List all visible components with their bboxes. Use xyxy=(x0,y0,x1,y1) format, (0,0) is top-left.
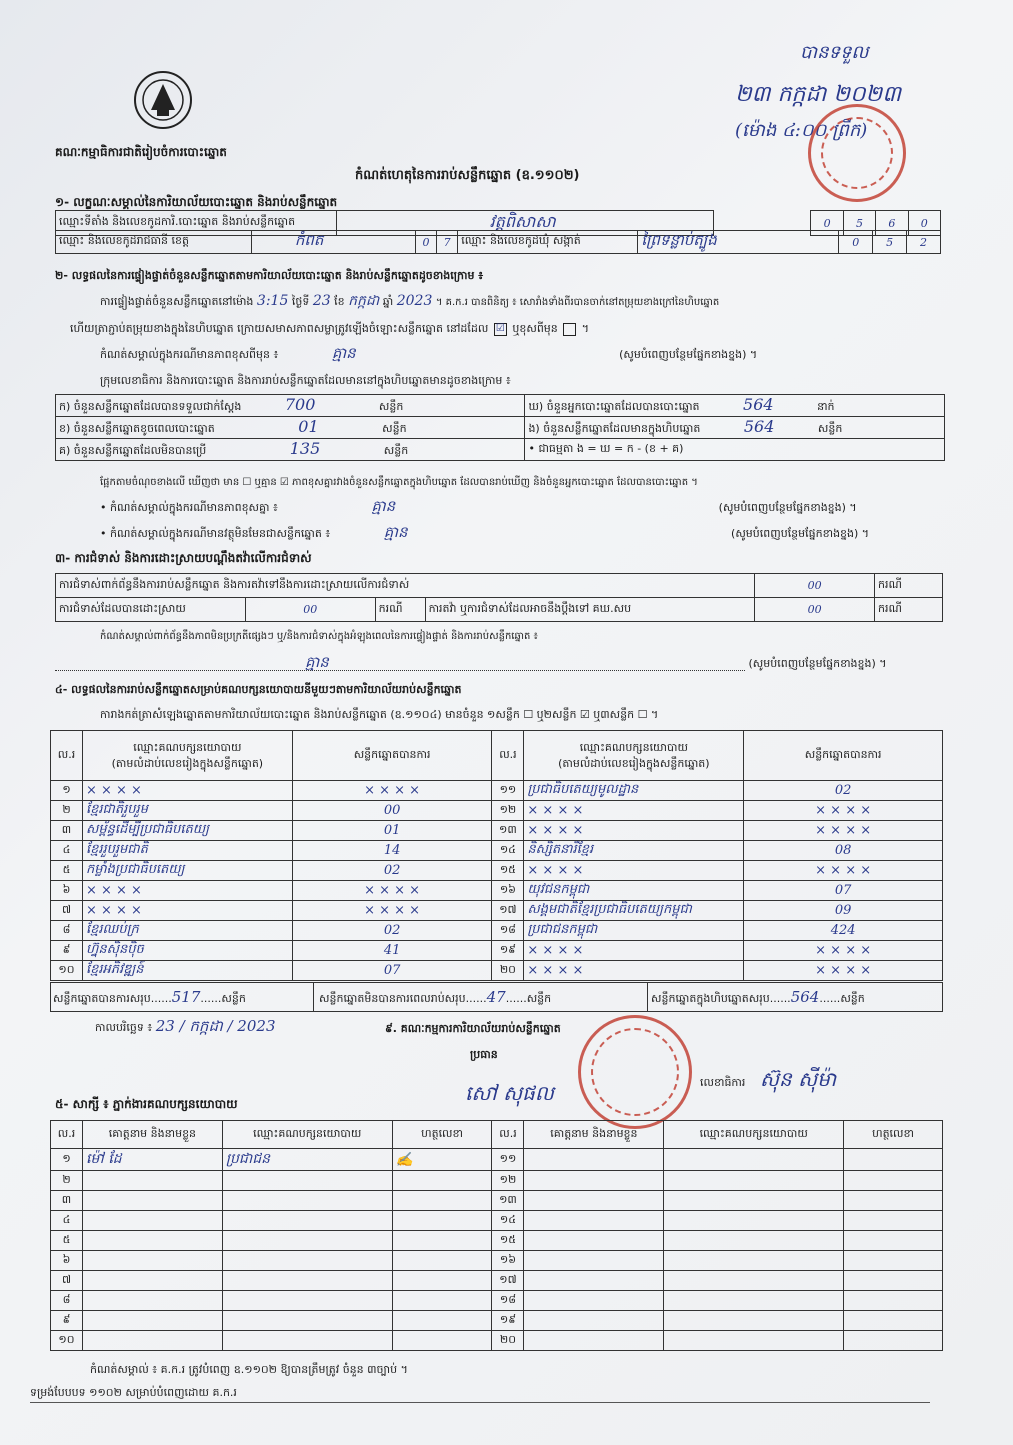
s1-row2-mid-code-2: 5 xyxy=(873,231,907,254)
s2-bullet2-value: គ្មាន xyxy=(383,523,408,541)
vote-row-no: ៩ xyxy=(51,941,83,961)
s4-date: កាលបរិច្ឆេទ ៖ 23 / កក្កដា / 2023 xyxy=(95,1017,276,1035)
witness-row-name xyxy=(524,1291,664,1311)
s2-bullet1-value: គ្មាន xyxy=(371,497,396,515)
witness-row-no: ១៨ xyxy=(492,1291,524,1311)
witness-row-no: ៤ xyxy=(51,1211,83,1231)
s2-year-value: 2023 xyxy=(396,293,433,309)
witness-row-party xyxy=(664,1271,844,1291)
vote-row-votes: × × × × xyxy=(744,861,943,881)
witness-row-name xyxy=(524,1191,664,1211)
witness-row xyxy=(51,1291,943,1311)
witness-row-sign xyxy=(392,1311,492,1331)
s2-same-checkbox[interactable]: ☑ xyxy=(494,323,507,336)
s4-date-value: 23 / កក្កដា / 2023 xyxy=(155,1017,276,1035)
witness-row-name xyxy=(82,1331,222,1351)
nec-logo xyxy=(133,70,193,132)
witness-row-no: ១១ xyxy=(492,1149,524,1171)
witness-row-party xyxy=(664,1191,844,1211)
s2-changed-checkbox[interactable] xyxy=(563,323,576,336)
vote-row-no: ៨ xyxy=(51,921,83,941)
witness-row-no: ៥ xyxy=(51,1231,83,1251)
total-valid-value: 517 xyxy=(171,988,201,1006)
vote-row-votes: 41 xyxy=(292,941,492,961)
s2-note-value: គ្មាន xyxy=(331,344,356,362)
witness-row-party xyxy=(222,1271,392,1291)
vote-row-votes: × × × × xyxy=(744,961,943,981)
witness-row-no: ១០ xyxy=(51,1331,83,1351)
witness-row xyxy=(51,1211,943,1231)
witness-row-party xyxy=(664,1331,844,1351)
s3-row1-label: ការជំទាស់ពាក់ព័ន្ធនឹងការរាប់សន្លឹកឆ្នោត និងការតវ៉ាទៅនឹងការដោះស្រាយលើការជំទាស់ xyxy=(56,574,755,598)
received-note-line1: បានទទួល xyxy=(800,42,869,63)
section4-title: ៤- លទ្ធផលនៃការរាប់សន្លឹកឆ្នោតសម្រាប់គណបក្សនយោបាយនីមួយៗតាមការិយាល័យរាប់សន្លឹកឆ្នោត xyxy=(55,683,462,696)
s2-bullet2: • កំណត់សម្គាល់ក្នុងករណីមានវត្ថុមិនមែនជាសន្លឹកឆ្នោត ៖ គ្មាន (សូមបំពេញបន្ថែមផ្នែកខាងខ្នង) ។ xyxy=(100,523,870,541)
witness-row-name xyxy=(524,1231,664,1251)
witness-row-name xyxy=(82,1171,222,1191)
vote-row-party: × × × × xyxy=(82,901,292,921)
vote-row-no: ២០ xyxy=(492,961,524,981)
vote-row-no: ១០ xyxy=(51,961,83,981)
vote-row-party: × × × × xyxy=(82,881,292,901)
vote-row-votes: 02 xyxy=(292,921,492,941)
s3-row2-mid-value: 00 xyxy=(755,598,875,622)
witness-row-party xyxy=(664,1311,844,1331)
vote-row-party: សម្ព័ន្ធដើម្បីប្រជាធិបតេយ្យ xyxy=(82,821,292,841)
received-note-line3: (ម៉ោង ៤:០០ ព្រឹក) xyxy=(735,120,868,141)
s1-row2-code-1: 0 xyxy=(415,231,436,254)
vote-row-no: ៤ xyxy=(51,841,83,861)
witness-row-name xyxy=(82,1311,222,1331)
vote-row-party: ប្រជាធិបតេយ្យមូលដ្ឋាន xyxy=(524,781,744,801)
witness-row-name xyxy=(82,1291,222,1311)
s1-row1-value: វត្តពិសាសា xyxy=(336,211,714,236)
witness-row xyxy=(51,1231,943,1251)
witness-row-sign xyxy=(392,1331,492,1351)
s1-row1-label: ឈ្មោះទីតាំង និងលេខកូដការិ.បោះឆ្នោត និងរាប់សន្លឹកឆ្នោត xyxy=(56,211,337,236)
vote-row-party: និស្សិតនារីខ្មែរ xyxy=(524,841,744,861)
s2-day-value: 23 xyxy=(312,293,331,309)
witness-row xyxy=(51,1191,943,1211)
witness-row-no: ៧ xyxy=(51,1271,83,1291)
vote-row-votes: 02 xyxy=(292,861,492,881)
section2-title: ២- លទ្ធផលនៃការផ្ទៀងផ្ទាត់ចំនួនសន្លឹកឆ្នោតតាមការិយាល័យបោះឆ្នោត និងរាប់សន្លឹកឆ្នោតដូចខាងក្រោម ៖ xyxy=(55,269,484,282)
vote-row-no: ១១ xyxy=(492,781,524,801)
votes-col-no-right: ល.រ xyxy=(492,731,524,781)
witness-row-name xyxy=(82,1211,222,1231)
w-col-no-right: ល.រ xyxy=(492,1121,524,1149)
vote-row-no: ៧ xyxy=(51,901,83,921)
section5-title: ៥- សាក្សី ៖ ភ្នាក់ងារគណបក្សនយោបាយ xyxy=(55,1097,238,1111)
w-col-name-right: គោត្តនាម និងនាមខ្លួន xyxy=(524,1121,664,1149)
witness-row-sign xyxy=(392,1291,492,1311)
witness-row-sign xyxy=(844,1171,943,1191)
vote-row-votes: 01 xyxy=(292,821,492,841)
vote-row-party: ហ្វ៊ុនស៊ិនប៉ិច xyxy=(82,941,292,961)
vote-row-party: យុវជនកម្ពុជា xyxy=(524,881,744,901)
witness-row-name xyxy=(82,1251,222,1271)
witness-row-party xyxy=(222,1291,392,1311)
witness-row-name xyxy=(524,1149,664,1171)
vote-row-party: ខ្មែររួបរួមជាតិ xyxy=(82,841,292,861)
witness-row-sign xyxy=(392,1171,492,1191)
votes-col-party-right: ឈ្មោះគណបក្សនយោបាយ (តាមលំដាប់លេខរៀងក្នុងសន្លឹកឆ្នោត) xyxy=(524,731,744,781)
s2-note: កំណត់សម្គាល់ក្នុងករណីមានភាពខុសពីមុន ៖ គ្មាន (សូមបំពេញបន្ថែមផ្នែកខាងខ្នង) ។ xyxy=(100,344,758,362)
s1-row2-mid-label: ឈ្មោះ និងលេខកូដឃុំ សង្កាត់ xyxy=(458,231,638,254)
s2-grid-row2-left: ខ) ចំនួនសន្លឹកឆ្នោតខូចពេលបោះឆ្នោត 01 សន្លឹក xyxy=(56,417,525,439)
vote-row-votes: × × × × xyxy=(744,821,943,841)
vote-row-votes: × × × × xyxy=(292,901,492,921)
witness-row-party xyxy=(664,1251,844,1271)
votes-totals-row: សន្លឹកឆ្នោតបានការសរុប......517......សន្លឹក សន្លឹកឆ្នោតមិនបានការពេលរាប់សរុប......47......សន្លឹក សន្លឹកឆ្នោតក្នុងហិបឆ្នោតសរុប......564......សន្លឹក xyxy=(50,982,943,1012)
witness-table xyxy=(50,1120,943,1351)
vote-row-party: សង្គមជាតិខ្មែរប្រជាធិបតេយ្យកម្ពុជា xyxy=(524,901,744,921)
s2-line1: ការផ្ទៀងផ្ទាត់ចំនួនសន្លឹកឆ្នោតនៅម៉ោង 3:15 ថ្ងៃទី 23 ខែ កក្កដា ឆ្នាំ 2023 ។ គ.ក.រ បានពិនិត្យ ៖ សោរាំងទាំងពីរបាន​ចាក់នៅតម្រុយខាងក្រៅនៃហិបឆ្នោត xyxy=(100,293,720,309)
witness-row xyxy=(51,1171,943,1191)
witness-row-party xyxy=(222,1211,392,1231)
s2-grid-row3-right: • ជាធម្មតា ង = ឃ = ក - (ខ + គ) xyxy=(525,439,945,461)
w-col-no-left: ល.រ xyxy=(51,1121,83,1149)
witness-row-no: ១៥ xyxy=(492,1231,524,1251)
witness-row-sign: ✍ xyxy=(392,1149,492,1171)
bottom-divider xyxy=(30,1402,930,1403)
s3-note: កំណត់សម្គាល់ពាក់ព័ន្ធនឹងភាពមិនប្រក្រតីផ្សេងៗ ឬ/និងការជំទាស់ក្នុងអំឡុងពេលនៃការផ្ទៀងផ្ទាត់ និងការរាប់សន្លឹកឆ្នោត ៖ xyxy=(100,631,538,642)
witness-row-no: ១៧ xyxy=(492,1271,524,1291)
s1-row2-mid-code-3: 2 xyxy=(907,231,941,254)
witness-row-party xyxy=(222,1191,392,1211)
vote-row-party: × × × × xyxy=(524,801,744,821)
witness-row-sign xyxy=(844,1331,943,1351)
witness-row-no: ២០ xyxy=(492,1331,524,1351)
total-box-value: 564 xyxy=(790,988,820,1006)
vote-row-no: ១២ xyxy=(492,801,524,821)
vote-row-party: × × × × xyxy=(524,821,744,841)
s1-row2-code-2: 7 xyxy=(437,231,458,254)
vote-row-no: ១៦ xyxy=(492,881,524,901)
witness-row-no: ១២ xyxy=(492,1171,524,1191)
witness-row-sign xyxy=(844,1291,943,1311)
vote-row-party: × × × × xyxy=(82,781,292,801)
witness-row-name xyxy=(524,1331,664,1351)
votes-col-no-left: ល.រ xyxy=(51,731,83,781)
w-col-party-left: ឈ្មោះគណបក្សនយោបាយ xyxy=(222,1121,392,1149)
witness-row-party: ប្រជាជន xyxy=(222,1149,392,1171)
witness-row-sign xyxy=(844,1191,943,1211)
witness-row-name xyxy=(524,1311,664,1331)
official-stamp-top xyxy=(808,104,906,202)
s1-row2-mid-code-1: 0 xyxy=(839,231,873,254)
witness-row-name xyxy=(82,1191,222,1211)
witness-row-sign xyxy=(844,1271,943,1291)
vote-row-no: ១ xyxy=(51,781,83,801)
section3-title: ៣- ការជំទាស់ និងការដោះស្រាយបណ្តឹងតវ៉ាលើការជំទាស់ xyxy=(55,551,312,565)
witness-row xyxy=(51,1251,943,1271)
s1-row2-value: កំពត xyxy=(251,231,415,254)
witness-row xyxy=(51,1311,943,1331)
votes-table xyxy=(50,730,943,981)
s5-footnote: កំណត់សម្គាល់ ៖ គ.ក.រ ត្រូវបំពេញ ឧ.១១០២ ឱ្យបានត្រឹមត្រូវ ចំនួន ៣ច្បាប់ ។ xyxy=(90,1363,408,1376)
vote-row xyxy=(51,841,943,861)
s2-compare-line: ផ្អែកតាមចំណុចខាងលើ ឃើញថា មាន ☐ ឬគ្មាន ☑ ភាពខុសគ្នារវាងចំនួនសន្លឹកឆ្នោតក្នុងហិបឆ្នោត ដែលបានរាប់ឃើញ និងចំនួនអ្នកបោះឆ្នោត ដែលបានបោះឆ្នោត ។ xyxy=(100,477,698,488)
s2-grid-row1-left: ក) ចំនួនសន្លឹកឆ្នោតដែលបានទទួលជាក់ស្តែង 700 សន្លឹក xyxy=(56,395,525,417)
vote-row-votes: 14 xyxy=(292,841,492,861)
vote-row xyxy=(51,861,943,881)
s2-grid-row3-left: គ) ចំនួនសន្លឹកឆ្នោតដែលមិនបានប្រើ 135 សន្លឹក xyxy=(56,439,525,461)
votes-col-votes-left: សន្លឹកឆ្នោតបានការ xyxy=(292,731,492,781)
s1-row1-code-2: 5 xyxy=(843,211,875,236)
witness-row-no: ១៩ xyxy=(492,1311,524,1331)
s3-grid xyxy=(55,573,943,622)
witness-row-no: ១៦ xyxy=(492,1251,524,1271)
vote-row-no: ១៣ xyxy=(492,821,524,841)
vote-row xyxy=(51,921,943,941)
vote-row-party: × × × × xyxy=(524,861,744,881)
vote-row-party: × × × × xyxy=(524,941,744,961)
vote-row-party: × × × × xyxy=(524,961,744,981)
form-title: កំណត់ហេតុនៃការរាប់សន្លឹកឆ្នោត (ឧ.១១០២) xyxy=(355,168,580,183)
witness-row-party xyxy=(664,1149,844,1171)
w-col-party-right: ឈ្មោះគណបក្សនយោបាយ xyxy=(664,1121,844,1149)
witness-row-party xyxy=(664,1171,844,1191)
s3-row2-mid-unit: ករណី xyxy=(875,598,943,622)
secretary-label: លេខាធិការ xyxy=(700,1076,746,1089)
witness-row-sign xyxy=(844,1251,943,1271)
s4-committee-label: ៩. គណៈកម្មការការិយាល័យរាប់សន្លឹកឆ្នោត xyxy=(385,1022,561,1035)
s2-grid-row2-right: ង) ចំនួនសន្លឹកឆ្នោតដែលមានក្នុងហិបឆ្នោត 564 សន្លឹក xyxy=(525,417,945,439)
witness-row-sign xyxy=(392,1251,492,1271)
vote-row-votes: × × × × xyxy=(292,781,492,801)
s3-row1-value: 00 xyxy=(755,574,875,598)
vote-row-votes: 424 xyxy=(744,921,943,941)
witness-row-sign xyxy=(844,1311,943,1331)
vote-row xyxy=(51,781,943,801)
vote-row-no: ១៩ xyxy=(492,941,524,961)
witness-row-party xyxy=(222,1231,392,1251)
vote-row-no: ១៨ xyxy=(492,921,524,941)
secretary-signature: ស៊ុន ស៊ីម៉ា xyxy=(760,1067,837,1091)
vote-row xyxy=(51,961,943,981)
witness-row-name xyxy=(82,1271,222,1291)
s5-bottom-note: ទម្រង់បែបបទ ១១០២ សម្រាប់បំពេញដោយ គ.ក.រ xyxy=(30,1386,237,1399)
witness-row-sign xyxy=(844,1149,943,1171)
org-name: គណៈកម្មាធិការជាតិរៀបចំការបោះឆ្នោត xyxy=(55,145,227,159)
witness-row-sign xyxy=(392,1211,492,1231)
s1-row1-code-3: 6 xyxy=(876,211,908,236)
vote-row-no: ៦ xyxy=(51,881,83,901)
s2-bullet1: • កំណត់សម្គាល់ក្នុងករណីមានភាពខុសគ្នា ៖ គ្មាន (សូមបំពេញបន្ថែមផ្នែកខាងខ្នង) ។ xyxy=(100,497,857,515)
witness-row-no: ៩ xyxy=(51,1311,83,1331)
vote-row-votes: 07 xyxy=(292,961,492,981)
witness-row-name xyxy=(82,1231,222,1251)
witness-row-sign xyxy=(844,1211,943,1231)
witness-row-name xyxy=(524,1251,664,1271)
vote-row-votes: 07 xyxy=(744,881,943,901)
witness-row-no: ១ xyxy=(51,1149,83,1171)
w-col-sign-right: ហត្ថលេខា xyxy=(844,1121,943,1149)
vote-row xyxy=(51,801,943,821)
vote-row-votes: 02 xyxy=(744,781,943,801)
vote-row-votes: × × × × xyxy=(744,801,943,821)
section1-title: ១- លក្ខណៈសម្គាល់នៃការិយាល័យបោះឆ្នោត និងរាប់សន្លឹកឆ្នោត xyxy=(55,195,338,209)
vote-row-votes: × × × × xyxy=(744,941,943,961)
vote-row-no: ២ xyxy=(51,801,83,821)
vote-row-party: ខ្មែរជាតិរួបរួម xyxy=(82,801,292,821)
witness-row-sign xyxy=(844,1231,943,1251)
s3-note-value: គ្មាន xyxy=(305,653,329,671)
w-col-sign-left: ហត្ថលេខា xyxy=(392,1121,492,1149)
vote-row-party: ខ្មែរអភិវឌ្ឍន៍ xyxy=(82,961,292,981)
vote-row xyxy=(51,881,943,901)
witness-row-sign xyxy=(392,1271,492,1291)
s1-row2-mid-value: ព្រៃទន្លាប់ត្បូង xyxy=(638,231,839,254)
vote-row-no: ៥ xyxy=(51,861,83,881)
vote-row-votes: × × × × xyxy=(292,881,492,901)
witness-row-no: ១៤ xyxy=(492,1211,524,1231)
vote-row-no: ១៤ xyxy=(492,841,524,861)
s3-row2-value: 00 xyxy=(245,598,375,622)
w-col-name-left: គោត្តនាម និងនាមខ្លួន xyxy=(82,1121,222,1149)
s1-row1-code-4: 0 xyxy=(908,211,940,236)
vote-row-party: ប្រជាជនកម្ពុជា xyxy=(524,921,744,941)
vote-row xyxy=(51,901,943,921)
vote-row-party: កម្លាំងប្រជាធិបតេយ្យ xyxy=(82,861,292,881)
witness-row-no: ២ xyxy=(51,1171,83,1191)
s2-count-grid xyxy=(55,394,945,461)
witness-row-name: ម៉ៅ ដែ xyxy=(82,1149,222,1171)
witness-row-no: ៦ xyxy=(51,1251,83,1271)
s3-row1-unit: ករណី xyxy=(875,574,943,598)
s2-line2: ហើយត្រាភ្ជាប់តម្រុយខាងក្នុងនៃហិបឆ្នោត ក្រោយសមាសភាពសម្លាត្រូវឡើងចំឡោះសន្លឹកឆ្នោត នៅដដែល ☑ ឬខុសពីមុន ។ xyxy=(70,322,590,335)
witness-row xyxy=(51,1149,943,1171)
witness-row xyxy=(51,1271,943,1291)
s1-row2-label: ឈ្មោះ និងលេខកូដរាជធានី ខេត្ត xyxy=(56,231,252,254)
s3-row2-mid: ការតវ៉ា ឬការជំទាស់ដែលអាចនឹងប្តឹងទៅ គឃ.សប xyxy=(425,598,755,622)
witness-row-sign xyxy=(392,1191,492,1211)
s3-note-line: គ្មាន (សូមបំពេញបន្ថែមផ្នែកខាងខ្នង) ។ xyxy=(55,656,887,671)
witness-row-name xyxy=(524,1171,664,1191)
vote-row xyxy=(51,941,943,961)
witness-row-party xyxy=(664,1231,844,1251)
witness-row-name xyxy=(524,1271,664,1291)
section1-table-row2 xyxy=(55,230,941,254)
s2-month-value: កក្កដា xyxy=(348,293,380,309)
votes-col-party-left: ឈ្មោះគណបក្សនយោបាយ (តាមលំដាប់លេខរៀងក្នុងសន្លឹកឆ្នោត) xyxy=(82,731,292,781)
witness-row-no: ៨ xyxy=(51,1291,83,1311)
chair-label: ប្រធាន xyxy=(470,1048,498,1061)
s1-row1-code-1: 0 xyxy=(811,211,843,236)
votes-col-votes-right: សន្លឹកឆ្នោតបានការ xyxy=(744,731,943,781)
witness-row xyxy=(51,1331,943,1351)
vote-row-no: ១៥ xyxy=(492,861,524,881)
witness-row-party xyxy=(664,1291,844,1311)
s3-row2-unit: ករណី xyxy=(375,598,425,622)
s2-time-value: 3:15 xyxy=(256,293,289,309)
vote-row-votes: 08 xyxy=(744,841,943,861)
vote-row-votes: 00 xyxy=(292,801,492,821)
vote-row-no: ១៧ xyxy=(492,901,524,921)
witness-row-no: ១៣ xyxy=(492,1191,524,1211)
witness-row-party xyxy=(222,1251,392,1271)
witness-row-party xyxy=(664,1211,844,1231)
witness-row-no: ៣ xyxy=(51,1191,83,1211)
vote-row-votes: 09 xyxy=(744,901,943,921)
s4-intro: ការាងកត់ត្រាសំឡេងឆ្នោតតាមការិយាល័យបោះឆ្នោត និងរាប់សន្លឹកឆ្នោត (ឧ.១១០៤) មានចំនួន ១សន្លឹក ☐ ឬ២សន្លឹក ☑ ឬ៣សន្លឹក ☐ ។ xyxy=(100,708,659,721)
s2-grid-row1-right: ឃ) ចំនួនអ្នកបោះឆ្នោតដែលបានបោះឆ្នោត 564 នាក់ xyxy=(525,395,945,417)
witness-row-sign xyxy=(392,1231,492,1251)
vote-row-no: ៣ xyxy=(51,821,83,841)
witness-row-party xyxy=(222,1331,392,1351)
received-note-line2: ២៣ កក្កដា ២០២៣ xyxy=(735,82,901,107)
vote-row-party: ខ្មែរឈប់ក្រ xyxy=(82,921,292,941)
witness-row-name xyxy=(524,1211,664,1231)
vote-row xyxy=(51,821,943,841)
witness-row-party xyxy=(222,1171,392,1191)
chair-signature: សៅ សុផល xyxy=(465,1081,554,1105)
official-stamp-bottom xyxy=(578,1015,692,1129)
s2-line3: ក្រុមលេខាធិការ និងការបោះឆ្នោត និងការរាប់សន្លឹកឆ្នោតដែលមាននៅក្នុងហិបឆ្នោតមានដូចខាងក្រោម ៖ xyxy=(100,374,511,387)
total-invalid-value: 47 xyxy=(486,988,506,1006)
s3-row2-label: ការជំទាស់ដែលបានដោះស្រាយ xyxy=(56,598,246,622)
witness-row-party xyxy=(222,1311,392,1331)
